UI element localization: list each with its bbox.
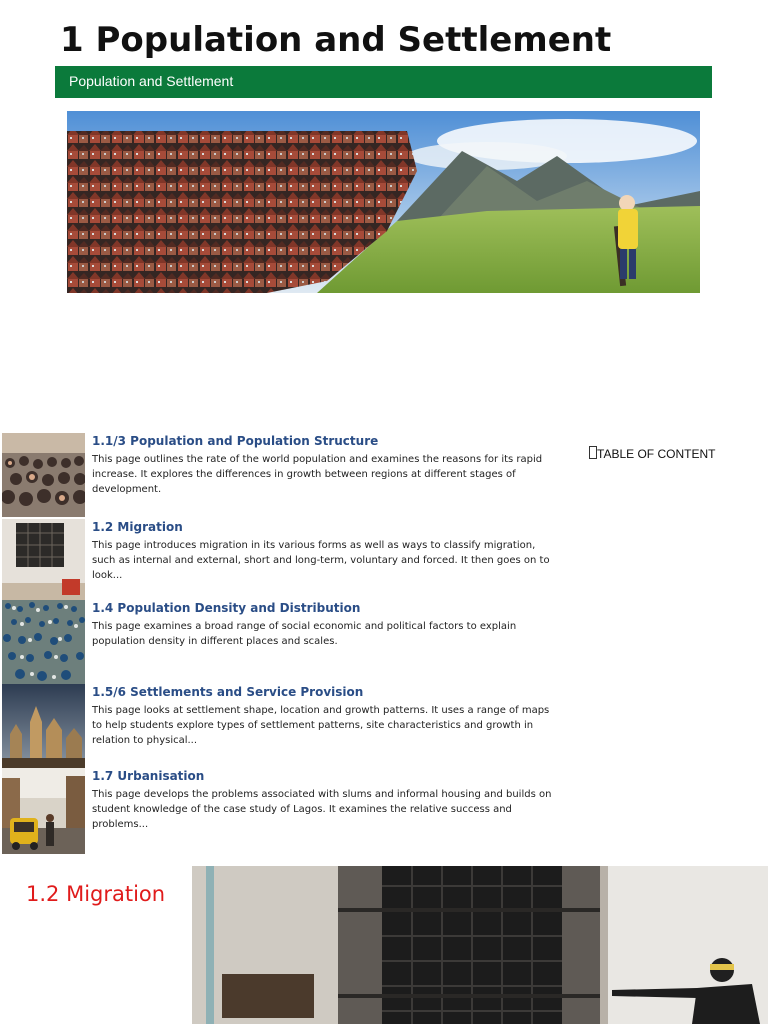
toc-heading[interactable]: 1.1/3 Population and Population Structure bbox=[92, 434, 379, 448]
section-banner bbox=[55, 66, 712, 98]
dense-crowd-thumbnail bbox=[2, 600, 85, 684]
toc-description: This page develops the problems associated with slums and informal housing and builds on student knowledge of the case study of Lagos. It examines the relative success and problems... bbox=[92, 789, 552, 830]
migration-photo bbox=[192, 866, 768, 1024]
toc-box-icon bbox=[589, 446, 597, 459]
toc-description: This page introduces migration in its various forms as well as ways to classify migration, such as internal and external, short and long-term, voluntary and forced. It then goes on to look... bbox=[92, 540, 550, 581]
page-title: 1 Population and Settlement bbox=[60, 20, 612, 60]
hero-image bbox=[67, 111, 700, 293]
crowd-thumbnail bbox=[2, 433, 85, 517]
toc-description: This page examines a broad range of social economic and political factors to explain population density in different places and scales. bbox=[92, 621, 517, 647]
toc-heading[interactable]: 1.7 Urbanisation bbox=[92, 769, 205, 783]
toc-heading[interactable]: 1.2 Migration bbox=[92, 520, 183, 534]
banner-text: Population and Settlement bbox=[69, 73, 234, 89]
toc-description: This page outlines the rate of the world population and examines the reasons for its rapid increase. It explores the differences in growth between regions at different stages of development. bbox=[92, 454, 543, 495]
toc-label-text: TABLE OF CONTENT bbox=[597, 447, 716, 461]
toc-heading[interactable]: 1.5/6 Settlements and Service Provision bbox=[92, 685, 364, 699]
cathedral-thumbnail bbox=[2, 684, 85, 768]
street-thumbnail bbox=[2, 768, 85, 854]
building-window-thumbnail bbox=[2, 519, 85, 603]
toc-label bbox=[589, 446, 715, 461]
section-title: 1.2 Migration bbox=[26, 882, 166, 906]
toc-heading[interactable]: 1.4 Population Density and Distribution bbox=[92, 601, 361, 615]
toc-description: This page looks at settlement shape, location and growth patterns. It uses a range of maps to help students explore types of settlement patterns, site characteristics and growth in relation to physical... bbox=[92, 705, 550, 746]
